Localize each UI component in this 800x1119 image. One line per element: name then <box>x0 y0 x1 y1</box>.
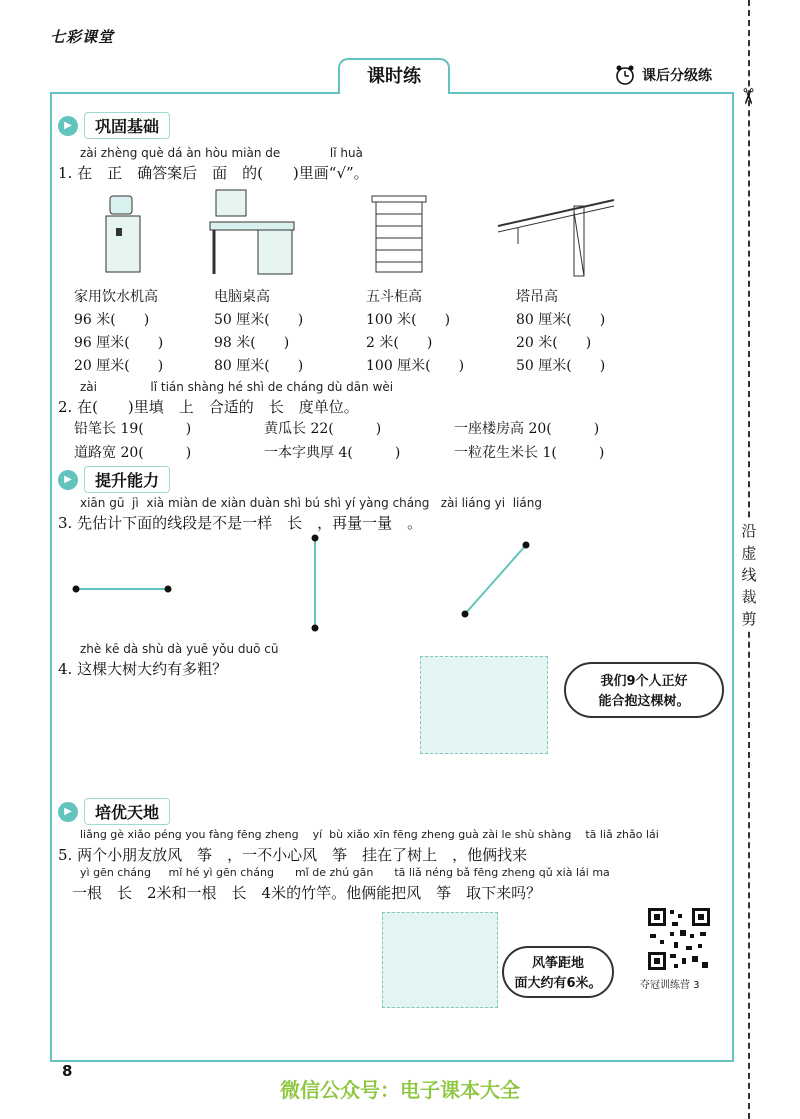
line-segments-figure <box>70 534 540 638</box>
q1-item-name: 家用饮水机高 <box>74 289 158 305</box>
section-header-ability <box>58 466 170 493</box>
q1-option: 20 米( ) <box>516 335 592 351</box>
q1-option: 50 厘米( ) <box>214 312 304 328</box>
q1-option-col-2 <box>214 286 303 378</box>
q1-item-name: 五斗柜高 <box>366 289 422 305</box>
section-header-advanced <box>58 798 170 825</box>
q2-blank: 一座楼房高 20( ) <box>454 421 600 437</box>
bubble-line: 面大约有6米。 <box>514 976 602 991</box>
q2-blank: 铅笔长 19( ) <box>74 421 192 437</box>
scissors-icon: ✂ <box>734 87 760 106</box>
speech-bubble-kite <box>502 946 614 998</box>
q1-option: 80 厘米( ) <box>516 312 606 328</box>
page-number: 8 <box>62 1062 73 1080</box>
bubble-line: 我们9个人正好 <box>600 674 688 689</box>
footer-watermark: 微信公众号：电子课本大全 <box>280 1078 520 1102</box>
alarm-clock-icon <box>614 64 636 86</box>
q4-pinyin: zhè kē dà shù dà yuē yǒu duō cū <box>80 642 279 656</box>
play-icon: ▶ <box>58 470 78 490</box>
brand-logo: 七彩课堂 <box>50 28 115 46</box>
cut-label: 沿虚线裁剪 <box>738 520 760 630</box>
q1-option: 50 厘米( ) <box>516 358 606 374</box>
q1-option: 20 厘米( ) <box>74 358 164 374</box>
q2-blank: 黄瓜长 22( ) <box>264 421 382 437</box>
computer-desk-image <box>206 188 298 278</box>
q5-text-1: 5. 两个小朋友放风 筝 ，一不小心风 筝 挂在了树上 ，他俩找来 <box>58 846 528 864</box>
q3-text: 3. 先估计下面的线段是不是一样 长 ，再量一量 。 <box>58 514 423 532</box>
q1-option: 100 厘米( ) <box>366 358 465 374</box>
bubble-line: 风筝距地 <box>531 956 584 971</box>
q2-blank: 一本字典厚 4( ) <box>264 445 401 461</box>
q1-option: 98 米( ) <box>214 335 290 351</box>
q1-option: 2 米( ) <box>366 335 433 351</box>
q1-option: 100 米( ) <box>366 312 451 328</box>
q1-option: 96 米( ) <box>74 312 150 328</box>
q1-pinyin: zài zhèng què dá àn hòu miàn de lǐ huà <box>80 146 363 160</box>
section-label: 巩固基础 <box>84 112 170 139</box>
q1-text: 1. 在 正 确答案后 面 的( )里画“√”。 <box>58 164 369 182</box>
section-header-basics <box>58 112 170 139</box>
q1-item-name: 塔吊高 <box>516 289 558 305</box>
q1-option: 80 厘米( ) <box>214 358 304 374</box>
qr-caption: 夺冠训练营 3 <box>640 980 700 991</box>
q1-option-col-4 <box>516 286 605 378</box>
qr-code-icon[interactable] <box>646 906 712 972</box>
big-tree-children-image <box>420 656 548 754</box>
bubble-line: 能合抱这棵树。 <box>598 694 690 709</box>
q2-blank: 道路宽 20( ) <box>74 445 192 461</box>
q5-pinyin-2: yì gēn cháng mǐ hé yì gēn cháng mǐ de zhú gān tā liǎ néng bǎ fēng zheng qǔ xià lái ma <box>80 866 610 879</box>
q5-text-2: 一根 长 2米和一根 长 4米的竹竿。他俩能把风 筝 取下来吗？ <box>72 884 542 902</box>
q4-text: 4. 这棵大树大约有多粗？ <box>58 660 228 678</box>
diagonal-segment <box>465 545 526 614</box>
q3-pinyin: xiān gū jì xià miàn de xiàn duàn shì bú shì yí yàng cháng zài liáng yi liáng <box>80 496 542 510</box>
water-dispenser-image <box>100 194 150 276</box>
badge-label: 课后分级练 <box>642 68 712 84</box>
play-icon: ▶ <box>58 802 78 822</box>
q1-option-col-3 <box>366 286 464 378</box>
q2-pinyin: zài lǐ tián shàng hé shì de cháng dù dān wèi <box>80 380 394 394</box>
q2-blank: 一粒花生米长 1( ) <box>454 445 605 461</box>
page-title: 课时练 <box>338 58 450 94</box>
kite-tree-image <box>382 912 498 1008</box>
q1-option: 96 厘米( ) <box>74 335 164 351</box>
play-icon: ▶ <box>58 116 78 136</box>
q2-text: 2. 在( )里填 上 合适的 长 度单位。 <box>58 398 359 416</box>
q1-option-col-1 <box>74 286 163 378</box>
q1-item-name: 电脑桌高 <box>214 289 270 305</box>
chest-of-drawers-image <box>368 194 430 278</box>
tower-crane-image <box>494 192 618 280</box>
level-badge <box>614 64 712 86</box>
q5-pinyin-1: liǎng gè xiǎo péng you fàng fēng zheng yí bù xiǎo xīn fēng zheng guà zài le shù shàng tā liǎ zhǎo lái <box>80 828 659 841</box>
section-label: 培优天地 <box>84 798 170 825</box>
speech-bubble-tree <box>564 662 724 718</box>
section-label: 提升能力 <box>84 466 170 493</box>
